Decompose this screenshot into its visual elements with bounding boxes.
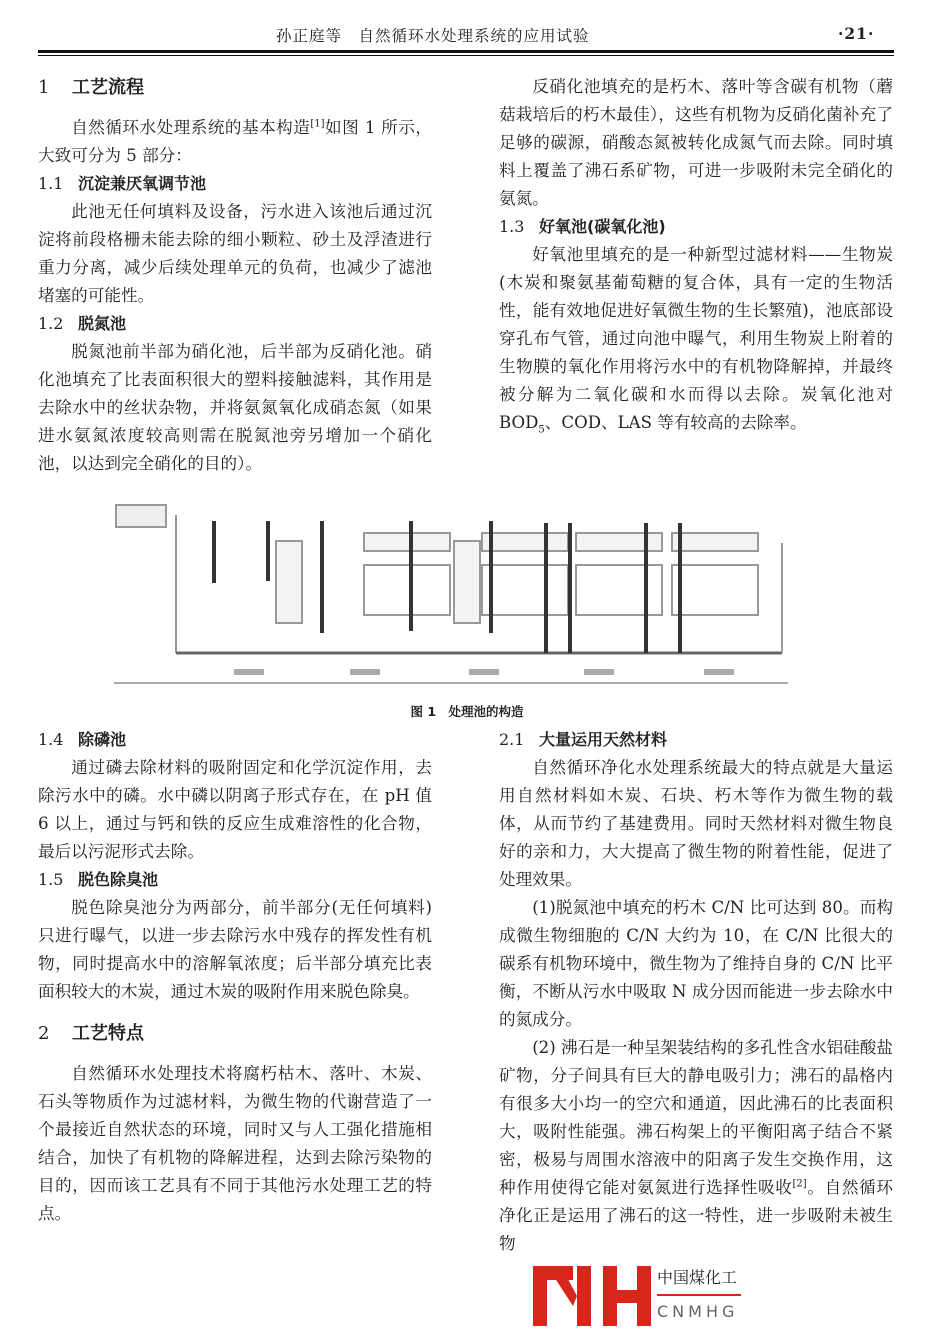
running-header-title: 孙正庭等 自然循环水处理系统的应用试验 [276, 27, 590, 45]
paragraph: (1)脱氮池中填充的朽木 C/N 比可达到 80。而构成微生物细胞的 C/N 大约为 10，在 C/N 比很大的碳系有机物环境中，微生物为了维持自身的 C/N 比平衡，不断从污水中吸取 N 成分因而能进一步去除水中的氮成分。 [499, 898, 893, 1029]
paragraph: 此池无任何填料及设备，污水进入该池后通过沉淀将前段格栅未能去除的细小颗粒、砂土及浮渣进行重力分离，减少后续处理单元的负荷，也减少了滤池堵塞的可能性。 [38, 202, 432, 305]
left-column-bottom [38, 726, 432, 1228]
page-number: ·21· [838, 24, 875, 43]
header-rule [38, 50, 894, 53]
subsection-heading-1-4: 1.4 除磷池 [38, 730, 127, 749]
figure-treatment-tank-diagram [114, 503, 788, 685]
paragraph: 脱氮池前半部为硝化池，后半部为反硝化池。硝化池填充了比表面积很大的塑料接触滤料，其作用是去除水中的丝状杂物，并将氨氮氧化成硝态氮（如果进水氨氮浓度较高则需在脱氮池旁另增加一个硝化池，以达到完全硝化的目的）。 [38, 342, 432, 473]
paragraph: 反硝化池填充的是朽木、落叶等含碳有机物（蘑菇栽培后的朽木最佳），这些有机物为反硝化菌补充了足够的碳源，硝酸态氮被转化成氮气而去除。同时填料上覆盖了沸石系矿物，可进一步吸附未完全硝化的氨氮。 [499, 77, 893, 208]
section-heading-2: 2 工艺特点 [38, 1023, 144, 1044]
subsection-heading-2-1: 2.1 大量运用天然材料 [499, 730, 668, 749]
left-column-top [38, 74, 432, 478]
subsection-heading-1-3: 1.3 好氧池(碳氧化池) [499, 217, 666, 236]
watermark-logo [533, 1266, 743, 1328]
subsection-heading-1-1: 1.1 沉淀兼厌氧调节池 [38, 174, 207, 193]
watermark-en-text: CNMHG [657, 1302, 739, 1321]
paragraph: 自然循环水处理系统的基本构造[1]如图 1 所示，大致可分为 5 部分： [38, 118, 433, 165]
subsection-heading-1-5: 1.5 脱色除臭池 [38, 870, 159, 889]
right-column-top [499, 73, 893, 437]
paragraph: (2) 沸石是一种呈架装结构的多孔性含水铝硅酸盐矿物，分子间具有巨大的静电吸引力；沸石的晶格内有很多大小均一的空穴和通道，因此沸石的比表面积大，吸附性能强。沸石构架上的平衡阳离子结合不紧密，极易与周围水溶液中的阳离子发生交换作用，这种作用使得它能对氨氮进行选择性吸收[2]。自然循环净化正是运用了沸石的这一特性，进一步吸附未被生物 [499, 1038, 894, 1253]
paragraph: 通过磷去除材料的吸附固定和化学沉淀作用，去除污水中的磷。水中磷以阴离子形式存在，在 pH 值 6 以上，通过与钙和铁的反应生成难溶性的化合物，最后以污泥形式去除。 [38, 758, 432, 861]
figure-caption: 图 1 处理池的构造 [410, 704, 524, 719]
watermark-cn-text: 中国煤化工 [657, 1268, 738, 1287]
section-heading-1: 1 工艺流程 [38, 77, 144, 98]
paragraph: 自然循环净化水处理系统最大的特点就是大量运用自然材料如木炭、石块、朽木等作为微生物的载体，从而节约了基建费用。同时天然材料对微生物良好的亲和力，大大提高了微生物的附着性能，促进了处理效果。 [499, 758, 893, 889]
header-rule-thin [38, 55, 894, 56]
subsection-heading-1-2: 1.2 脱氮池 [38, 314, 127, 333]
paragraph: 自然循环水处理技术将腐朽枯木、落叶、木炭、石头等物质作为过滤材料，为微生物的代谢营造了一个最接近自然状态的环境，同时又与人工强化措施相结合，加快了有机物的降解进程，达到去除污染物的目的，因而该工艺具有不同于其他污水处理工艺的特点。 [38, 1064, 432, 1223]
right-column-bottom [499, 726, 893, 1258]
paragraph: 脱色除臭池分为两部分，前半部分(无任何填料)只进行曝气，以进一步去除污水中残存的挥发性有机物，同时提高水中的溶解氧浓度；后半部分填充比表面积较大的木炭，通过木炭的吸附作用来脱色除臭。 [38, 898, 432, 1001]
paragraph: 好氧池里填充的是一种新型过滤材料——生物炭(木炭和聚氨基葡萄糖的复合体，具有一定的生物活性，能有效地促进好氧微生物的生长繁殖)，池底部设穿孔布气管，通过向池中曝气，利用生物炭上附着的生物膜的氧化作用将污水中的有机物降解掉，并最终被分解为二氧化碳和水而得以去除。炭氧化池对 $BOD_5$、COD、LAS 等有较高的去除率。 [499, 245, 893, 436]
